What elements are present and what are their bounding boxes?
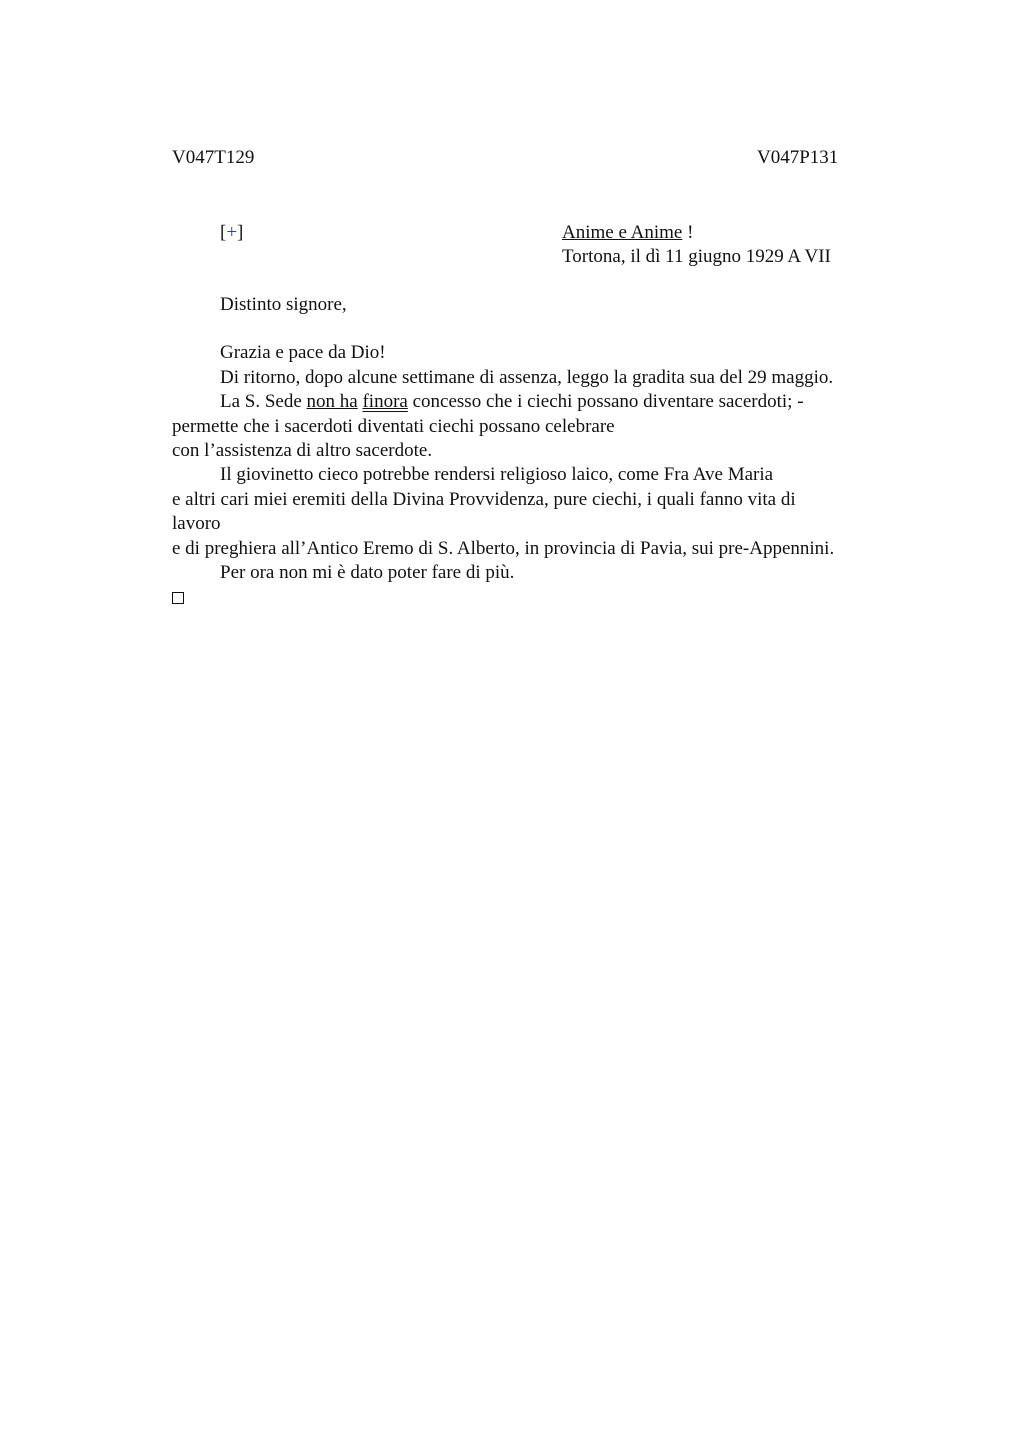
paragraph-1: Di ritorno, dopo alcune settimane di assenza, leggo la gradita sua del 29 maggio. bbox=[220, 366, 834, 388]
end-mark bbox=[172, 585, 902, 611]
place-date: Tortona, il dì 11 giugno 1929 A VII bbox=[562, 246, 831, 267]
letter-heading bbox=[562, 221, 831, 269]
paragraph-4: Per ora non mi è dato poter fare di più. bbox=[220, 562, 515, 584]
p2-text-c: concesso che i ciechi possano diventare sacerdoti; - bbox=[407, 391, 804, 413]
p2-underlined-finora: finora bbox=[362, 391, 408, 413]
greeting: Grazia e pace da Dio! bbox=[220, 342, 386, 364]
p2-text-a: La S. Sede bbox=[220, 391, 307, 413]
motto-line bbox=[562, 221, 831, 245]
document-reference-left: V047T129 bbox=[172, 147, 255, 168]
paragraph-2-line-2: permette che i sacerdoti diventati ciechi possano celebrare bbox=[172, 415, 615, 437]
paragraph-3-line-2: e altri cari miei eremiti della Divina Provvidenza, pure ciechi, i quali fanno vita di bbox=[172, 488, 796, 510]
motto: Anime e Anime bbox=[562, 222, 683, 243]
paragraph-3-line-4: e di preghiera all’Antico Eremo di S. Alberto, in provincia di Pavia, sui pre-Appennini. bbox=[172, 537, 835, 559]
end-box-icon bbox=[172, 592, 184, 604]
paragraph-2-line-3: con l’assistenza di altro sacerdote. bbox=[172, 440, 433, 462]
motto-suffix: ! bbox=[682, 222, 694, 243]
paragraph-2-line-1 bbox=[172, 390, 902, 414]
paragraph-3-line-1: Il giovinetto cieco potrebbe rendersi religioso laico, come Fra Ave Maria bbox=[220, 464, 774, 486]
cross-bracket-close: ] bbox=[237, 222, 244, 243]
cross-mark bbox=[220, 221, 243, 245]
cross-bracket-open: [ bbox=[220, 222, 227, 243]
paragraph-3-line-3: lavoro bbox=[172, 513, 221, 535]
paragraph-gap bbox=[172, 317, 902, 341]
document-reference-right: V047P131 bbox=[757, 147, 839, 168]
p2-underlined-non-ha: non ha bbox=[306, 391, 358, 413]
salutation: Distinto signore, bbox=[220, 294, 347, 315]
cross-icon: + bbox=[226, 222, 238, 243]
letter-body bbox=[172, 293, 902, 612]
